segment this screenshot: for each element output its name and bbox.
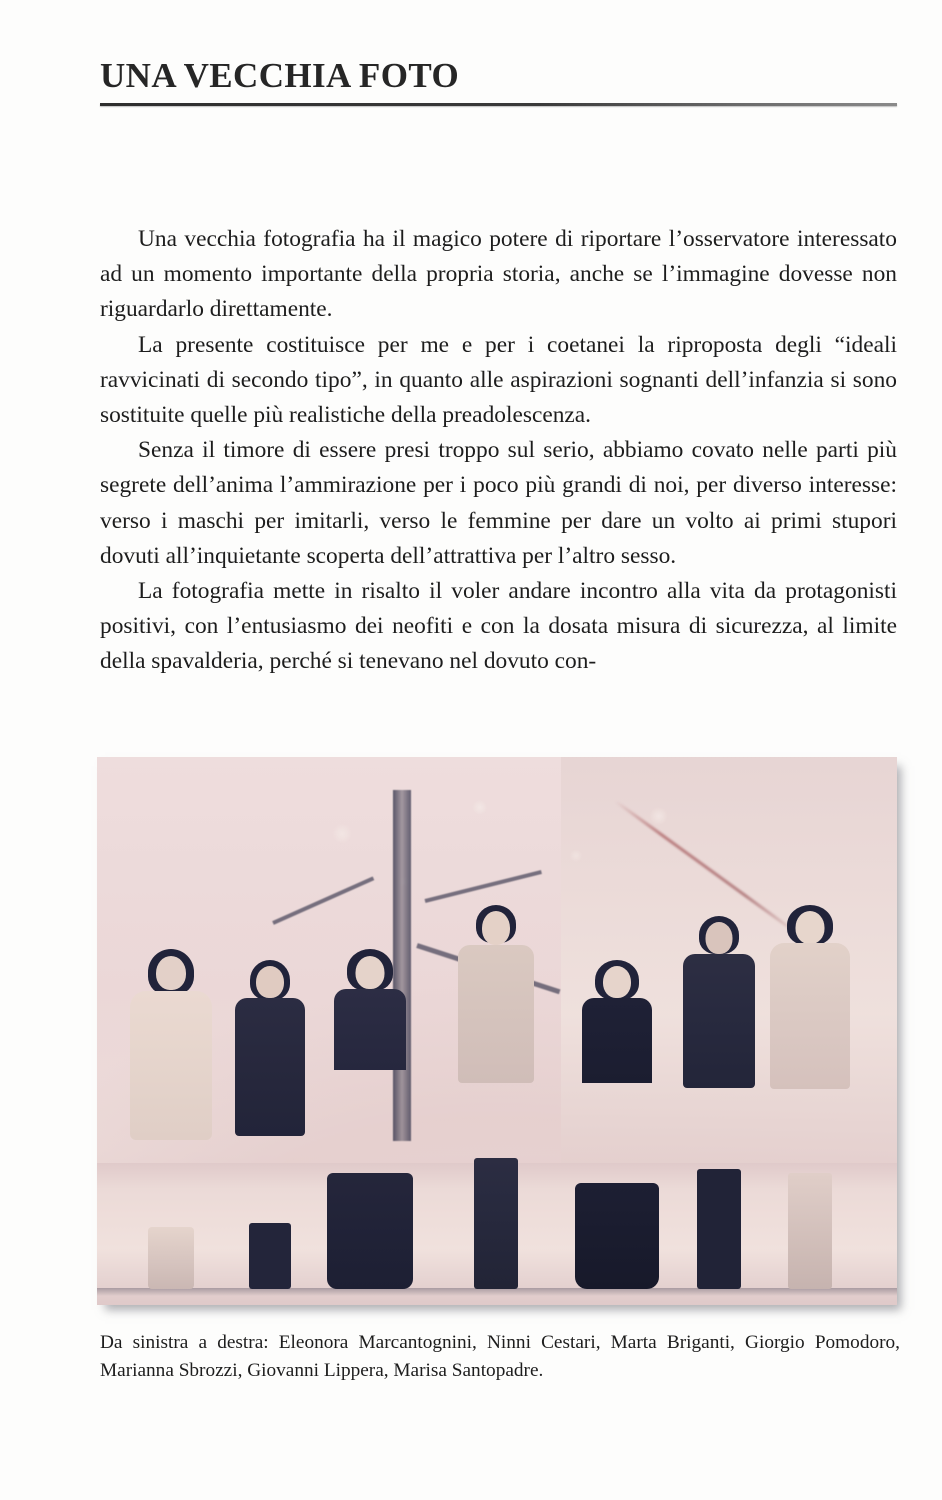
photo-person bbox=[769, 905, 851, 1289]
photograph bbox=[97, 757, 897, 1305]
paragraph: La presente costituisce per me e per i coetanei la riproposta degli “ideali ravvicinati di secondo tipo”, in quanto alle aspirazioni sognanti dell’infanzia si sono sostituite quelle più realistiche della preadolescenza. bbox=[100, 331, 897, 429]
paragraph: La fotografia mette in risalto il voler andare incontro alla vita da protagonisti positivi, con l’entusiasmo dei neofiti e con la dosata misura di sicurezza, al limite della spavalderia, perché si tenevano nel dovuto con- bbox=[100, 578, 897, 675]
title-rule bbox=[100, 103, 897, 106]
paragraph: Senza il timore di essere presi troppo sul serio, abbiamo covato nelle parti più segrete dell’anima l’ammirazione per i poco più grandi di noi, per diverso interesse: verso i maschi per imitarli, verso le femmine per dare un volto ai primi stupori dovuti all’inquietante scoperta dell’attrattiva per l’altro sesso. bbox=[100, 437, 897, 569]
photo-person bbox=[233, 960, 307, 1289]
page-title: UNA VECCHIA FOTO bbox=[100, 56, 460, 95]
title-block bbox=[100, 58, 897, 106]
photo-person bbox=[329, 949, 411, 1289]
body-text bbox=[100, 222, 897, 680]
photo-person bbox=[457, 905, 535, 1289]
paragraph: Una vecchia fotografia ha il magico potere di riportare l’osservatore interessato ad un momento importante della propria storia, anche se l’immagine dovesse non riguardarlo direttamente. bbox=[100, 226, 897, 323]
photo-caption: Da sinistra a destra: Eleonora Marcantognini, Ninni Cestari, Marta Briganti, Giorgio Pomodoro, Marianna Sbrozzi, Giovanni Lippera, Marisa Santopadre. bbox=[100, 1332, 900, 1381]
photo-person bbox=[129, 949, 213, 1289]
photo-person bbox=[681, 916, 757, 1289]
photo-person bbox=[577, 960, 657, 1289]
photo-image bbox=[97, 757, 897, 1305]
